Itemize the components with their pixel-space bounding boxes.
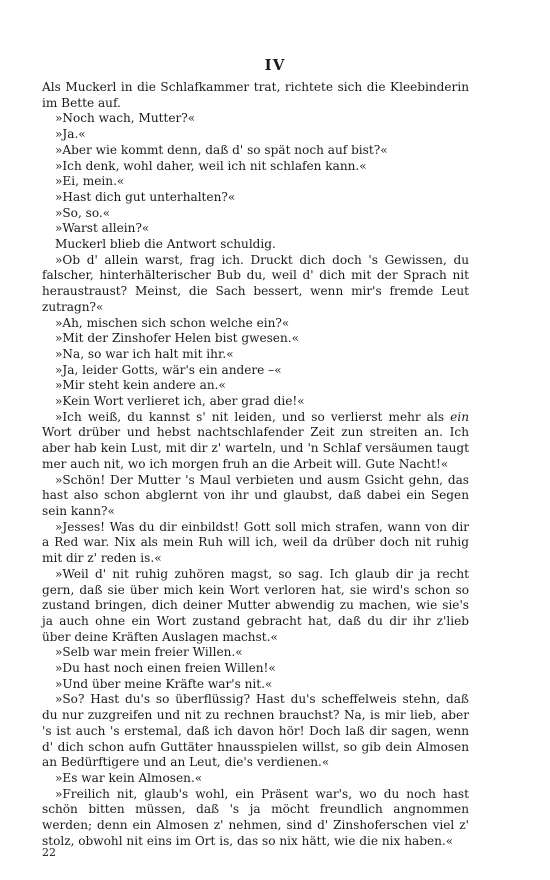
paragraph: »Warst allein?« — [55, 221, 150, 236]
paragraph: »Hast dich gut unterhalten?« — [55, 189, 236, 204]
paragraph: »Du hast noch einen freien Willen!« — [55, 661, 276, 676]
paragraph: Als Muckerl in die Schlafkammer trat, richtete sich die Kleebinderin im Bette auf. — [42, 80, 469, 110]
paragraph: »Ei, mein.« — [55, 174, 125, 189]
emphasized-word: ein — [450, 409, 469, 424]
paragraph-text-after: Wort drüber und hebst nachtschlafender Zeit zun streiten an. Ich aber hab kein Lust, mit dir z' warteln, und 'n Schlaf versäumen taugt mer auch nit, wo ich morgen fruh an die Arbeit will. Gute Nacht!« — [42, 425, 469, 471]
paragraph: »Ob d' allein warst, frag ich. Druckt dich doch 's Gewissen, du falscher, hinterhälterischer Bub du, weil d' dich mit der Sprach nit heraustraust? Meinst, die Sach bessert, wenn mir's fremde Leut zutragn?« — [42, 252, 469, 314]
paragraph: »Aber wie kommt denn, daß d' so spät noch auf bist?« — [55, 142, 388, 157]
paragraph: »So, so.« — [55, 205, 111, 220]
paragraph: »Na, so war ich halt mit ihr.« — [55, 346, 234, 361]
paragraph: »Schön! Der Mutter 's Maul verbieten und ausm Gsicht gehn, das hast also schon abglernt von ihr und glaubst, daß dabei ein Segen sein kann?« — [42, 472, 469, 518]
paragraph: »Ja, leider Gotts, wär's ein andere –« — [55, 362, 282, 377]
body-text — [42, 80, 469, 849]
chapter-heading: IV — [264, 56, 286, 74]
paragraph: »Es war kein Almosen.« — [55, 770, 203, 785]
paragraph: »Selb war mein freier Willen.« — [55, 645, 243, 660]
page-number: 22 — [42, 846, 56, 859]
paragraph-text-before: »Ich weiß, du kannst s' nit leiden, und so verlierst mehr als — [55, 409, 451, 424]
paragraph: »Freilich nit, glaub's wohl, ein Präsent war's, wo du noch hast schön bitten müssen, daß 's ja möcht freundlich angnommen werden; denn ein Almosen z' nehmen, sind d' Zinshoferschen viel z' stolz, obwohl nit eins im Ort is, das so nix hätt, wie die nix haben.« — [42, 786, 469, 848]
paragraph: »Weil d' nit ruhig zuhören magst, so sag. Ich glaub dir ja recht gern, daß sie über mich kein Wort verloren hat, sie wird's schon so zustand bringen, dich deiner Mutter abwendig zu machen, wie sie's ja auch ohne ein Wort zustand gebracht hat, daß du dir ihr z'lieb über deine Kräften Auslagen machst.« — [42, 566, 469, 644]
paragraph: »So? Hast du's so überflüssig? Hast du's scheffelweis stehn, daß du nur zuzgreifen und nit zu rechnen brauchst? Na, is mir lieb, aber 's ist auch 's erstemal, daß ich davon hör! Doch laß dir sagen, wenn d' dich schon aufn Guttäter hnausspielen willst, so gib dein Almosen an Bedürftigere und an Leut, die's verdienen.« — [42, 692, 469, 770]
paragraph: »Ich denk, wohl daher, weil ich nit schlafen kann.« — [55, 158, 367, 173]
paragraph: »Jesses! Was du dir einbildst! Gott soll mich strafen, wann von dir a Red war. Nix als mein Ruh will ich, weil da drüber doch nit ruhig mit dir z' reden is.« — [42, 519, 469, 566]
paragraph: »Mit der Zinshofer Helen bist gwesen.« — [55, 331, 300, 346]
paragraph: Muckerl blieb die Antwort schuldig. — [55, 237, 276, 252]
paragraph: »Mir steht kein andere an.« — [55, 378, 226, 393]
paragraph: »Und über meine Kräfte war's nit.« — [55, 676, 273, 691]
paragraph: »Kein Wort verlieret ich, aber grad die!« — [55, 394, 305, 409]
paragraph: »Noch wach, Mutter?« — [55, 111, 196, 126]
paragraph — [42, 410, 469, 473]
paragraph: »Ah, mischen sich schon welche ein?« — [55, 315, 290, 330]
paragraph: »Ja.« — [55, 127, 86, 142]
